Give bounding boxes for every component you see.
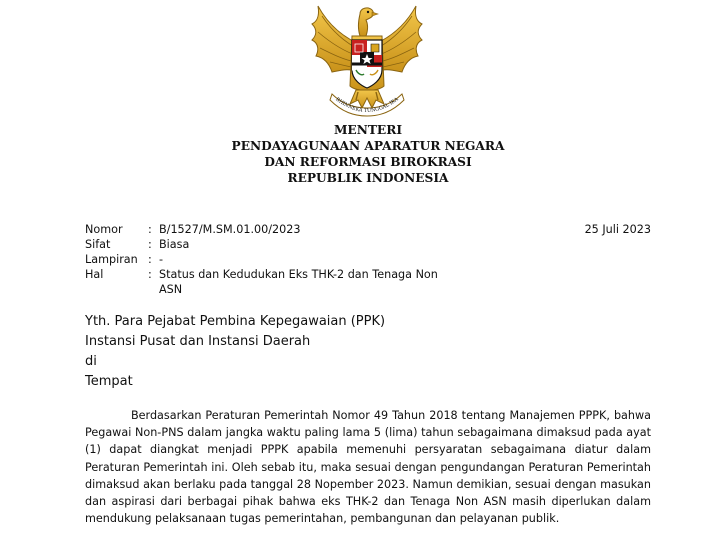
meta-separator: :	[148, 238, 152, 251]
meta-label-hal: Hal	[85, 268, 104, 281]
addressee-line-instansi: Instansi Pusat dan Instansi Daerah	[85, 334, 311, 349]
meta-label-sifat: Sifat	[85, 238, 111, 251]
meta-separator: :	[148, 223, 152, 236]
svg-text:BHINNEKA TUNGGAL IKA: BHINNEKA TUNGGAL IKA	[334, 96, 400, 115]
letter-heading	[0, 122, 720, 186]
letter-addressee	[85, 312, 385, 392]
meta-value-sifat: Biasa	[159, 238, 190, 251]
addressee-line-ppk: Yth. Para Pejabat Pembina Kepegawaian (PPK)	[85, 314, 386, 329]
addressee-line-di: di	[85, 354, 97, 369]
letter-meta	[85, 222, 651, 297]
meta-value-hal: Status dan Kedudukan Eks THK-2 dan Tenaga Non ASN	[159, 268, 438, 296]
heading-line-minister: MENTERI	[333, 123, 403, 137]
meta-label-nomor: Nomor	[85, 223, 123, 236]
meta-separator: :	[148, 268, 152, 281]
garuda-emblem-icon	[308, 0, 426, 122]
addressee-line-tempat: Tempat	[85, 374, 133, 389]
meta-row-sifat	[85, 237, 651, 252]
meta-row-hal	[85, 267, 651, 297]
heading-line-country: REPUBLIK INDONESIA	[287, 171, 449, 185]
meta-row-nomor	[85, 222, 651, 237]
meta-value-lampiran: -	[159, 253, 164, 266]
letter-date: 25 Juli 2023	[584, 223, 651, 236]
meta-label-lampiran: Lampiran	[85, 253, 138, 266]
heading-line-reform: DAN REFORMASI BIROKRASI	[264, 155, 472, 169]
meta-separator: :	[148, 253, 152, 266]
body-paragraph: Berdasarkan Peraturan Pemerintah Nomor 49 Tahun 2018 tentang Manajemen PPPK, bahwa Pegawai Non-PNS dalam jangka waktu paling lama 5 (lima) tahun sebagaimana dimaksud pada ayat (1) dapat diangkat menjadi PPPK apabila memenuhi persyaratan sebagaimana diatur dalam Peraturan Pemerintah ini. Oleh sebab itu, maka sesuai dengan pengundangan Peraturan Pemerintah dimaksud akan berlaku pada tanggal 28 Nopember 2023. Namun demikian, sesuai dengan masukan dan aspirasi dari berbagai pihak bahwa eks THK-2 dan Tenaga Non ASN masih diperlukan dalam mendukung pelaksanaan tugas pemerintahan, pembangunan dan pelayanan publik.	[85, 409, 651, 526]
meta-row-lampiran	[85, 252, 651, 267]
heading-line-ministry: PENDAYAGUNAAN APARATUR NEGARA	[231, 139, 505, 153]
meta-value-nomor: B/1527/M.SM.01.00/2023	[159, 223, 301, 236]
